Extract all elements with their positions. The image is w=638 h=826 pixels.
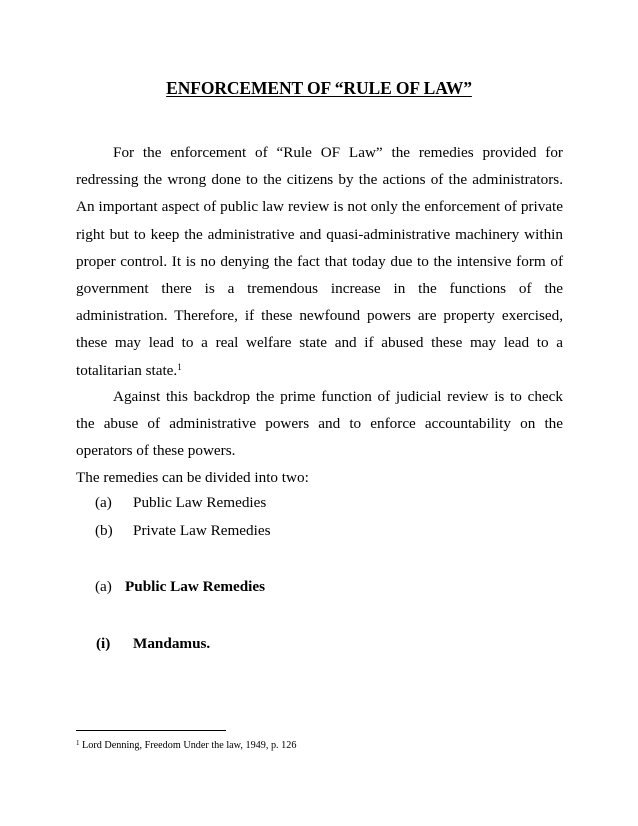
footnote <box>76 740 296 751</box>
footnote-divider <box>76 730 226 731</box>
paragraph-remedies-intro: The remedies can be divided into two: <box>76 469 309 486</box>
document-title: ENFORCEMENT OF “RULE OF LAW” <box>166 78 472 98</box>
section-marker: (a) <box>95 578 112 595</box>
list-marker: (b) <box>95 522 113 539</box>
paragraph-intro-text: For the enforcement of “Rule OF Law” the remedies provided for redressing the wrong done to the citizens by the actions of the administrators. An important aspect of public law review is not only the enforcement of private right but to keep the administrative and quasi-administrative machinery within proper control. It is no denying the fact that today due to the intensive form of government there is a tremendous increase in the functions of the administration. Therefore, if these newfound powers are property exercised, these may lead to a real welfare state and if abused these may lead to a totalitarian state. <box>76 144 563 379</box>
section-heading-public-law-remedies <box>95 578 265 596</box>
list-label: Private Law Remedies <box>133 522 271 539</box>
section-label: Public Law Remedies <box>125 578 266 595</box>
list-item-public-law-remedies <box>95 494 266 512</box>
paragraph-judicial-review: Against this backdrop the prime function of judicial review is to check the abuse of administrative powers and to enforce accountability on the operators of these powers. <box>76 388 563 460</box>
subsection-marker: (i) <box>96 635 111 652</box>
list-label: Public Law Remedies <box>133 494 267 511</box>
subsection-heading-mandamus <box>96 635 210 653</box>
footnote-text: Lord Denning, Freedom Under the law, 1949, p. 126 <box>82 740 297 751</box>
footnote-reference[interactable]: 1 <box>177 361 182 372</box>
footnote-number: 1 <box>76 739 80 747</box>
list-marker: (a) <box>95 494 112 511</box>
list-item-private-law-remedies <box>95 522 271 540</box>
subsection-label: Mandamus. <box>133 635 211 652</box>
paragraph-intro <box>76 139 563 384</box>
